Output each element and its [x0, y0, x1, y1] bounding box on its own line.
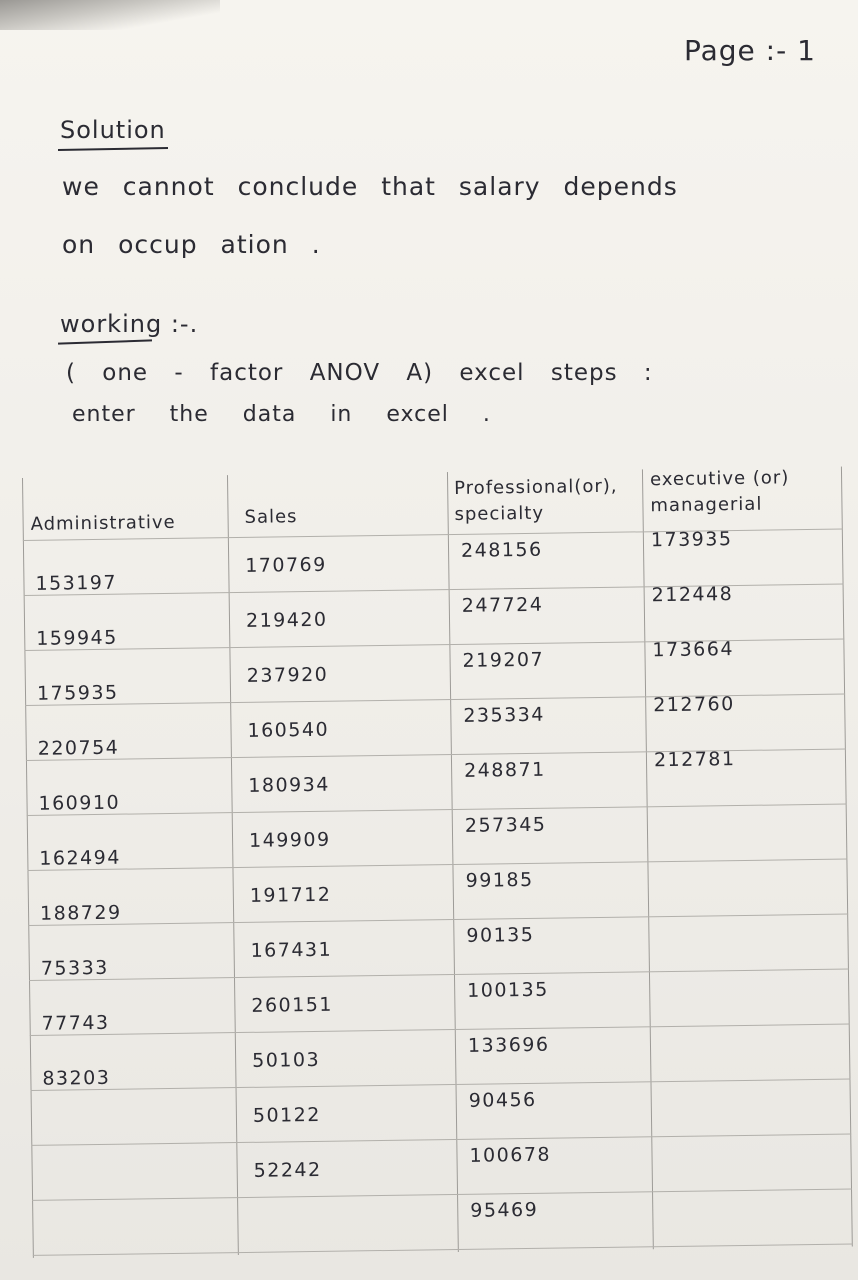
cell-executive: 212448 — [651, 583, 734, 607]
table-row-rule — [29, 969, 849, 981]
table-row-rule — [31, 1078, 851, 1090]
cell-administrative: 175935 — [36, 681, 119, 705]
header-administrative: Administrative — [30, 511, 176, 535]
cell-professional: 219207 — [462, 648, 545, 672]
cell-administrative: 83203 — [42, 1066, 111, 1090]
cell-sales: 50122 — [252, 1103, 322, 1127]
cell-sales: 237920 — [246, 663, 329, 687]
cell-professional: 257345 — [464, 813, 547, 837]
cell-professional: 90456 — [468, 1088, 537, 1112]
cell-administrative: 188729 — [39, 901, 122, 925]
cell-sales: 52242 — [253, 1158, 322, 1182]
table-row-rule — [30, 1023, 850, 1035]
cell-sales: 219420 — [245, 608, 328, 632]
cell-professional: 133696 — [467, 1033, 550, 1057]
header-executive-line1: executive (or) — [649, 467, 790, 491]
cell-professional: 95469 — [470, 1198, 539, 1222]
working-underline — [58, 339, 152, 344]
table-row-rule — [32, 1188, 852, 1200]
header-professional-line1: Professional(or), — [454, 475, 618, 499]
conclusion-line-2: on occup ation . — [62, 230, 321, 259]
table-row-rule — [33, 1243, 853, 1255]
cell-executive: 173935 — [650, 528, 733, 552]
cell-sales: 191712 — [249, 883, 332, 907]
cell-sales: 180934 — [248, 773, 330, 797]
cell-professional: 248156 — [460, 538, 543, 562]
cell-sales: 260151 — [251, 993, 334, 1017]
header-sales: Sales — [244, 506, 298, 528]
cell-administrative: 159945 — [36, 626, 118, 650]
cell-professional: 90135 — [466, 923, 535, 947]
cell-administrative: 77743 — [41, 1011, 110, 1035]
data-table — [22, 467, 853, 1258]
cell-professional: 248871 — [463, 758, 546, 782]
cell-professional: 100135 — [467, 978, 549, 1002]
cell-professional: 247724 — [461, 593, 544, 617]
table-row-rule — [27, 859, 847, 871]
table-row-rule — [28, 914, 848, 926]
cell-professional: 235334 — [463, 703, 546, 727]
cell-administrative: 75333 — [40, 956, 109, 980]
cell-administrative: 162494 — [39, 846, 121, 870]
working-heading: working :-. — [60, 310, 199, 338]
anova-steps-line: ( one - factor ANOV A) excel steps : — [66, 360, 653, 386]
cell-sales: 160540 — [247, 718, 330, 742]
cell-sales: 170769 — [245, 553, 327, 577]
page-number: Page :- 1 — [684, 34, 816, 67]
header-professional-line2: specialty — [454, 502, 545, 525]
cell-professional: 100678 — [469, 1143, 552, 1167]
enter-data-line: enter the data in excel . — [72, 402, 491, 427]
conclusion-line-1: we cannot conclude that salary depends — [62, 172, 678, 201]
header-executive-line2: managerial — [650, 493, 763, 517]
cell-executive: 173664 — [652, 638, 735, 662]
solution-heading: Solution — [60, 116, 166, 144]
cell-administrative: 153197 — [35, 571, 118, 595]
solution-underline — [58, 147, 168, 151]
table-row-rule — [31, 1133, 851, 1145]
cell-executive: 212781 — [653, 748, 736, 772]
cell-administrative: 220754 — [37, 736, 120, 760]
cell-sales: 167431 — [250, 938, 333, 962]
cell-sales: 50103 — [252, 1048, 321, 1072]
cell-sales: 149909 — [248, 828, 331, 852]
cell-professional: 99185 — [465, 868, 534, 892]
table-row-rule — [27, 804, 847, 816]
page-corner-shadow — [0, 0, 220, 30]
cell-administrative: 160910 — [38, 791, 121, 815]
cell-executive: 212760 — [653, 693, 735, 717]
